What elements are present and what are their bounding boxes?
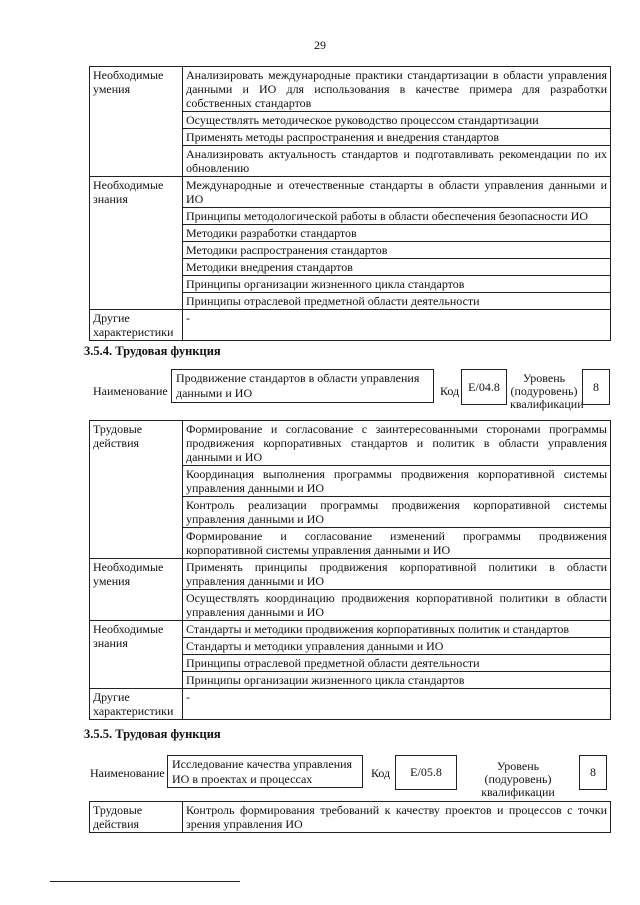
table-row: [90, 421, 611, 466]
row-label: Другие характеристики: [90, 310, 183, 341]
row-value: Стандарты и методики управления данными и ИО: [183, 638, 611, 655]
row-label: Трудовые действия: [90, 802, 183, 833]
row-value: Принципы организации жизненного цикла стандартов: [183, 672, 611, 689]
level-value-box-2: 8: [579, 755, 607, 790]
row-label: Другие характеристики: [90, 689, 183, 720]
row-label: Необходимые умения: [90, 559, 183, 621]
row-value: Анализировать международные практики стандартизации в области управления данными и ИО для использования в качестве примера для разработки собственных стандартов: [183, 67, 611, 112]
row-value: Методики распространения стандартов: [183, 242, 611, 259]
function-code-box: E/04.8: [461, 369, 507, 405]
row-value: Координация выполнения программы продвижения корпоративной системы управления данными и ИО: [183, 466, 611, 497]
row-value: Принципы методологической работы в области обеспечения безопасности ИО: [183, 208, 611, 225]
row-label: Необходимые умения: [90, 67, 183, 177]
table-row: [90, 559, 611, 590]
row-value: Принципы отраслевой предметной области деятельности: [183, 655, 611, 672]
level-value-box: 8: [582, 369, 610, 405]
row-value: Контроль реализации программы продвижения корпоративной системы управления данными и ИО: [183, 497, 611, 528]
code-label-2: Код: [371, 766, 391, 780]
row-value: Анализировать актуальность стандартов и подготавливать рекомендации по их обновлению: [183, 146, 611, 177]
name-label-2: Наименование: [90, 766, 165, 780]
row-value: Контроль формирования требований к качеству проектов и процессов с точки зрения управления ИО: [183, 802, 611, 833]
competency-table-2: [89, 420, 611, 720]
table-row: [90, 67, 611, 112]
row-value: Осуществлять координацию продвижения корпоративной политики в области управления данными и ИО: [183, 590, 611, 621]
row-value: Международные и отечественные стандарты в области управления данными и ИО: [183, 177, 611, 208]
row-value: Применять методы распространения и внедрения стандартов: [183, 129, 611, 146]
table-row: [90, 689, 611, 720]
row-value: -: [183, 689, 611, 720]
row-value: Методики разработки стандартов: [183, 225, 611, 242]
code-label: Код: [440, 384, 460, 398]
name-label: Наименование: [93, 384, 168, 398]
level-label: Уровень (подуровень) квалификации: [510, 371, 584, 411]
table-row: [90, 177, 611, 208]
page-number: 29: [314, 38, 326, 52]
row-label: Необходимые знания: [90, 177, 183, 310]
row-value: Принципы отраслевой предметной области деятельности: [183, 293, 611, 310]
footer-rule: [50, 881, 240, 882]
competency-table-3: [89, 801, 611, 833]
function-name-box-2: Исследование качества управления ИО в проектах и процессах: [167, 755, 363, 788]
function-name-box: Продвижение стандартов в области управления данными и ИО: [171, 369, 434, 403]
row-value: Осуществлять методическое руководство процессом стандартизации: [183, 112, 611, 129]
section-title-3-5-5: 3.5.5. Трудовая функция: [84, 727, 221, 741]
competency-table-1: [89, 66, 611, 341]
table-row: [90, 802, 611, 833]
row-value: Стандарты и методики продвижения корпоративных политик и стандартов: [183, 621, 611, 638]
function-code-box-2: E/05.8: [395, 755, 457, 790]
section-title-3-5-4: 3.5.4. Трудовая функция: [84, 344, 221, 358]
row-label: Трудовые действия: [90, 421, 183, 559]
row-value: Формирование и согласование изменений программы продвижения корпоративной системы управления данными и ИО: [183, 528, 611, 559]
table-row: [90, 310, 611, 341]
level-label-2: Уровень (подуровень) квалификации: [481, 759, 555, 799]
row-value: Формирование и согласование с заинтересованными сторонами программы продвижения корпоративных стандартов и политик в области управления данными и ИО: [183, 421, 611, 466]
row-value: Применять принципы продвижения корпоративной политики в области управления данными и ИО: [183, 559, 611, 590]
row-value: Методики внедрения стандартов: [183, 259, 611, 276]
row-label: Необходимые знания: [90, 621, 183, 689]
row-value: -: [183, 310, 611, 341]
table-row: [90, 621, 611, 638]
row-value: Принципы организации жизненного цикла стандартов: [183, 276, 611, 293]
